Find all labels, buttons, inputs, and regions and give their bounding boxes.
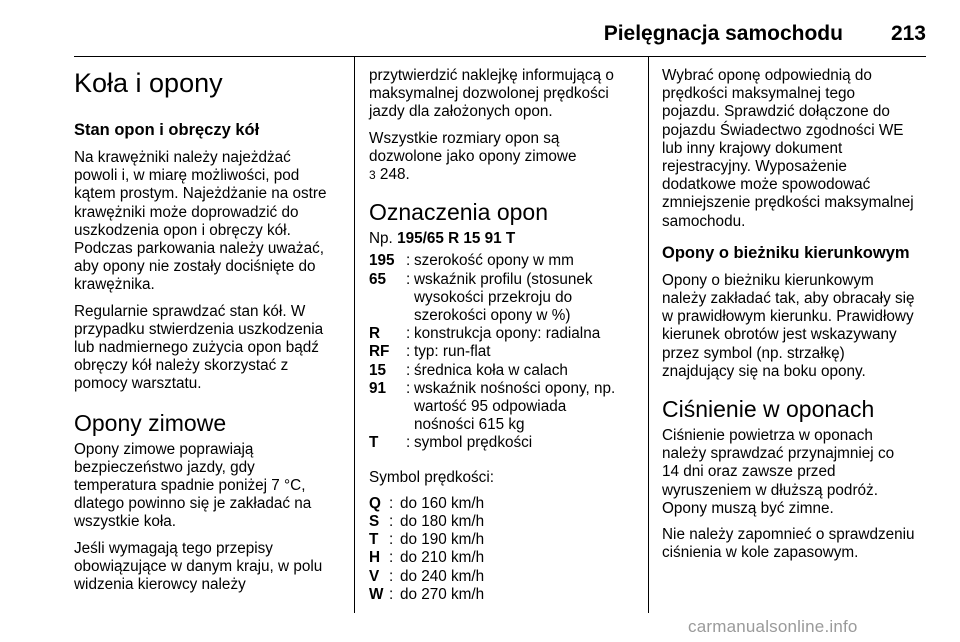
speed-separator: :	[389, 585, 394, 603]
spec-key: 91	[369, 379, 387, 397]
page-reference-arrow-icon: 3	[369, 168, 376, 183]
spec-value: konstrukcja opony: radialna	[414, 325, 601, 343]
spec-value: wskaźnik profilu (stosunek wysokości przekroju do szerokości opony w %)	[414, 270, 593, 325]
heading-tire-rim-condition: Stan opon i obręczy kół	[74, 121, 260, 139]
speed-key: V	[369, 567, 380, 585]
paragraph-curbs: Na krawężniki należy najeżdżać powoli i, w miarę możliwości, pod kątem prostym. Najeżdżanie na ostre krawężniki może doprowadzić do uszkodzenia opon i obręczy kół. Podczas parkowania należy uważać, aby opony nie zostały dociśnięte do krawężnika.	[74, 149, 327, 294]
spec-value: średnica koła w calach	[414, 361, 568, 379]
speed-separator: :	[389, 494, 394, 512]
spec-key: T	[369, 434, 379, 452]
spec-separator: :	[406, 270, 411, 288]
spec-key: 15	[369, 361, 387, 379]
tire-code-definitions	[369, 252, 639, 452]
speed-separator: :	[389, 549, 394, 567]
section-title: Pielęgnacja samochodu	[603, 22, 843, 45]
speed-value: do 190 km/h	[400, 531, 485, 549]
spec-key: 195	[369, 252, 395, 270]
paragraph-speed-sticker: przytwierdzić naklejkę informującą o maksymalnej dozwolonej prędkości jazdy dla założonych opon.	[369, 67, 614, 121]
column-divider-1	[354, 57, 355, 613]
speed-separator: :	[389, 531, 394, 549]
speed-value: do 210 km/h	[400, 549, 485, 567]
spec-key: RF	[369, 343, 390, 361]
speed-separator: :	[389, 567, 394, 585]
tire-code: 195/65 R 15 91 T	[397, 230, 516, 248]
column-2	[369, 57, 639, 604]
speed-key: H	[369, 549, 381, 567]
page-header	[74, 22, 926, 52]
speed-key: S	[369, 513, 380, 531]
speed-value: do 160 km/h	[400, 494, 485, 512]
spec-value: symbol prędkości	[414, 434, 533, 452]
paragraph-check-wheels: Regularnie sprawdzać stan kół. W przypadku stwierdzenia uszkodzenia lub nadmiernego zużycia opon bądź obręczy kół należy skorzystać z pomocy warsztatu.	[74, 302, 324, 393]
spec-separator: :	[406, 343, 411, 361]
paragraph-winter-sizes: Wszystkie rozmiary opon są dozwolone jako opony zimowe 3 248.	[369, 129, 577, 184]
paragraph-winter-tires: Opony zimowe poprawiają bezpieczeństwo jazdy, gdy temperatura spadnie poniżej 7 °C, dlatego powinno się je zakładać na wszystkie koła.	[74, 440, 312, 531]
spec-separator: :	[406, 379, 411, 397]
paragraph-choose-tire: Wybrać oponę odpowiednią do prędkości maksymalnej tego pojazdu. Sprawdzić dołączone do pojazdu Świadectwo zgodności WE lub inny krajowy dokument rejestracyjny. Wyposażenie dodatkowe może spowodować zmniejszenie prędkości maksymalnej samochodu.	[662, 67, 914, 230]
page-number: 213	[890, 22, 926, 45]
spec-separator: :	[406, 361, 411, 379]
speed-key: T	[369, 531, 379, 549]
spec-key: 65	[369, 270, 387, 288]
speed-value: do 270 km/h	[400, 585, 485, 603]
speed-symbol-list	[369, 495, 639, 604]
tire-code-example: Np. 195/65 R 15 91 T	[369, 230, 516, 248]
speed-key: W	[369, 585, 384, 603]
spec-separator: :	[406, 325, 411, 343]
spec-value: typ: run-flat	[414, 343, 491, 361]
column-1	[74, 57, 342, 602]
heading-tire-pressure: Ciśnienie w oponach	[662, 396, 875, 423]
paragraph-directional-tires: Opony o bieżniku kierunkowym należy zakładać tak, aby obracały się w prawidłowym kierunku. Prawidłowy kierunek obrotów jest wskazywany przez symbol (np. strzałkę) znajdujący się na boku opony.	[662, 271, 915, 380]
column-3	[662, 57, 932, 570]
paragraph-tire-pressure: Ciśnienie powietrza w oponach należy sprawdzać przynajmniej co 14 dni oraz zawsze przed wyruszeniem w dłuższą podróż. Opony muszą być zimne.	[662, 427, 895, 517]
paragraph-spare-wheel: Nie należy zapomnieć o sprawdzeniu ciśnienia w kole zapasowym.	[662, 526, 915, 562]
speed-value: do 180 km/h	[400, 513, 485, 531]
chapter-title: Koła i opony	[74, 68, 223, 98]
spec-key: R	[369, 325, 381, 343]
heading-directional-tires: Opony o bieżniku kierunkowym	[662, 243, 910, 262]
speed-symbol-intro: Symbol prędkości:	[369, 468, 494, 486]
spec-separator: :	[406, 434, 411, 452]
spec-value: szerokość opony w mm	[414, 252, 574, 270]
speed-separator: :	[389, 513, 394, 531]
spec-value: wskaźnik nośności opony, np. wartość 95 odpowiada nośności 615 kg	[414, 379, 616, 434]
heading-winter-tires: Opony zimowe	[74, 409, 227, 436]
paragraph-regulations: Jeśli wymagają tego przepisy obowiązujące w danym kraju, w polu widzenia kierowcy należy	[74, 539, 323, 594]
spec-separator: :	[406, 252, 411, 270]
speed-value: do 240 km/h	[400, 567, 485, 585]
watermark: carmanualsonline.info	[688, 617, 858, 636]
column-divider-2	[648, 57, 649, 613]
speed-key: Q	[369, 494, 381, 512]
heading-tire-markings: Oznaczenia opon	[369, 199, 549, 226]
